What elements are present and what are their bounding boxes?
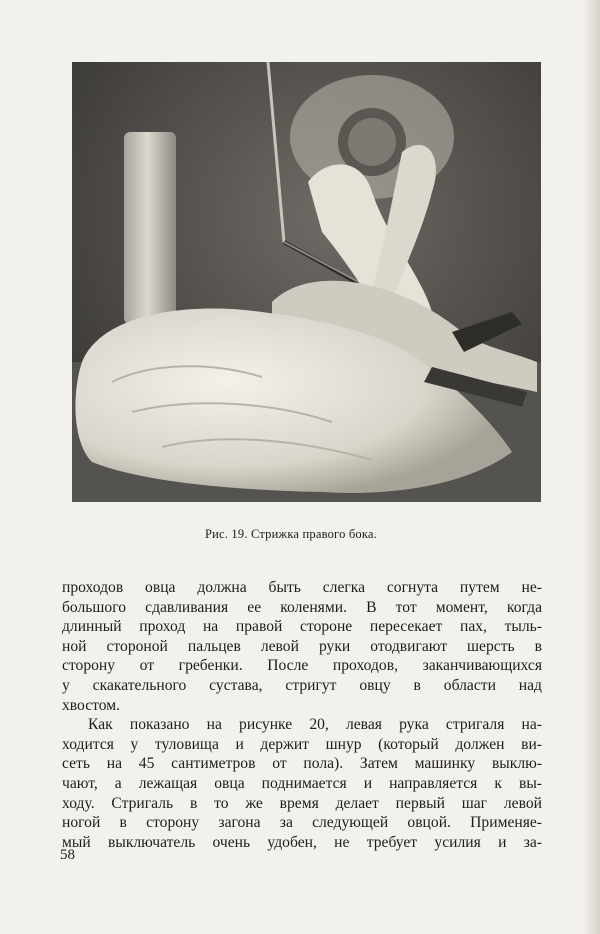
text-line: большого сдавливания ее коленями. В тот момент, когда: [62, 598, 542, 616]
figure-photo: [72, 62, 541, 502]
figure-caption: Рис. 19. Стрижка правого бока.: [204, 527, 378, 541]
text-line: сторону от гребенки. После проходов, заканчивающихся: [62, 657, 542, 675]
text-line: проходов овца должна быть слегка согнута путем не-: [62, 579, 542, 596]
text-line: длинный проход на правой стороне пересекает пах, тыль-: [62, 618, 542, 636]
text-line: ногой в сторону загона за следующей овцой. Применяе-: [62, 814, 542, 832]
text-line: хвостом.: [62, 696, 121, 714]
text-line: ной стороной пальцев левой руки отодвигают шерсть в: [62, 637, 542, 655]
page-edge: [582, 0, 600, 934]
page-number: 58: [60, 847, 75, 863]
text-line: ходится у туловища и держит шнур (который должен ви-: [62, 735, 542, 753]
text-line: сеть на 45 сантиметров от пола). Затем машинку выклю-: [62, 755, 542, 773]
text-line: ходу. Стригаль в то же время делает первый шаг левой: [62, 794, 542, 812]
text-line: Как показано на рисунке 20, левая рука стригаля на-: [88, 716, 542, 734]
paragraph-2: [62, 715, 542, 852]
text-line: у скакательного сустава, стригут овцу в области над: [62, 676, 542, 694]
body-text: [62, 578, 542, 852]
text-line: мый выключатель очень удобен, не требует усилия и за-: [62, 833, 542, 851]
text-line: чают, а лежащая овца поднимается и направляется к вы-: [62, 774, 542, 792]
paragraph-1: [62, 578, 542, 715]
